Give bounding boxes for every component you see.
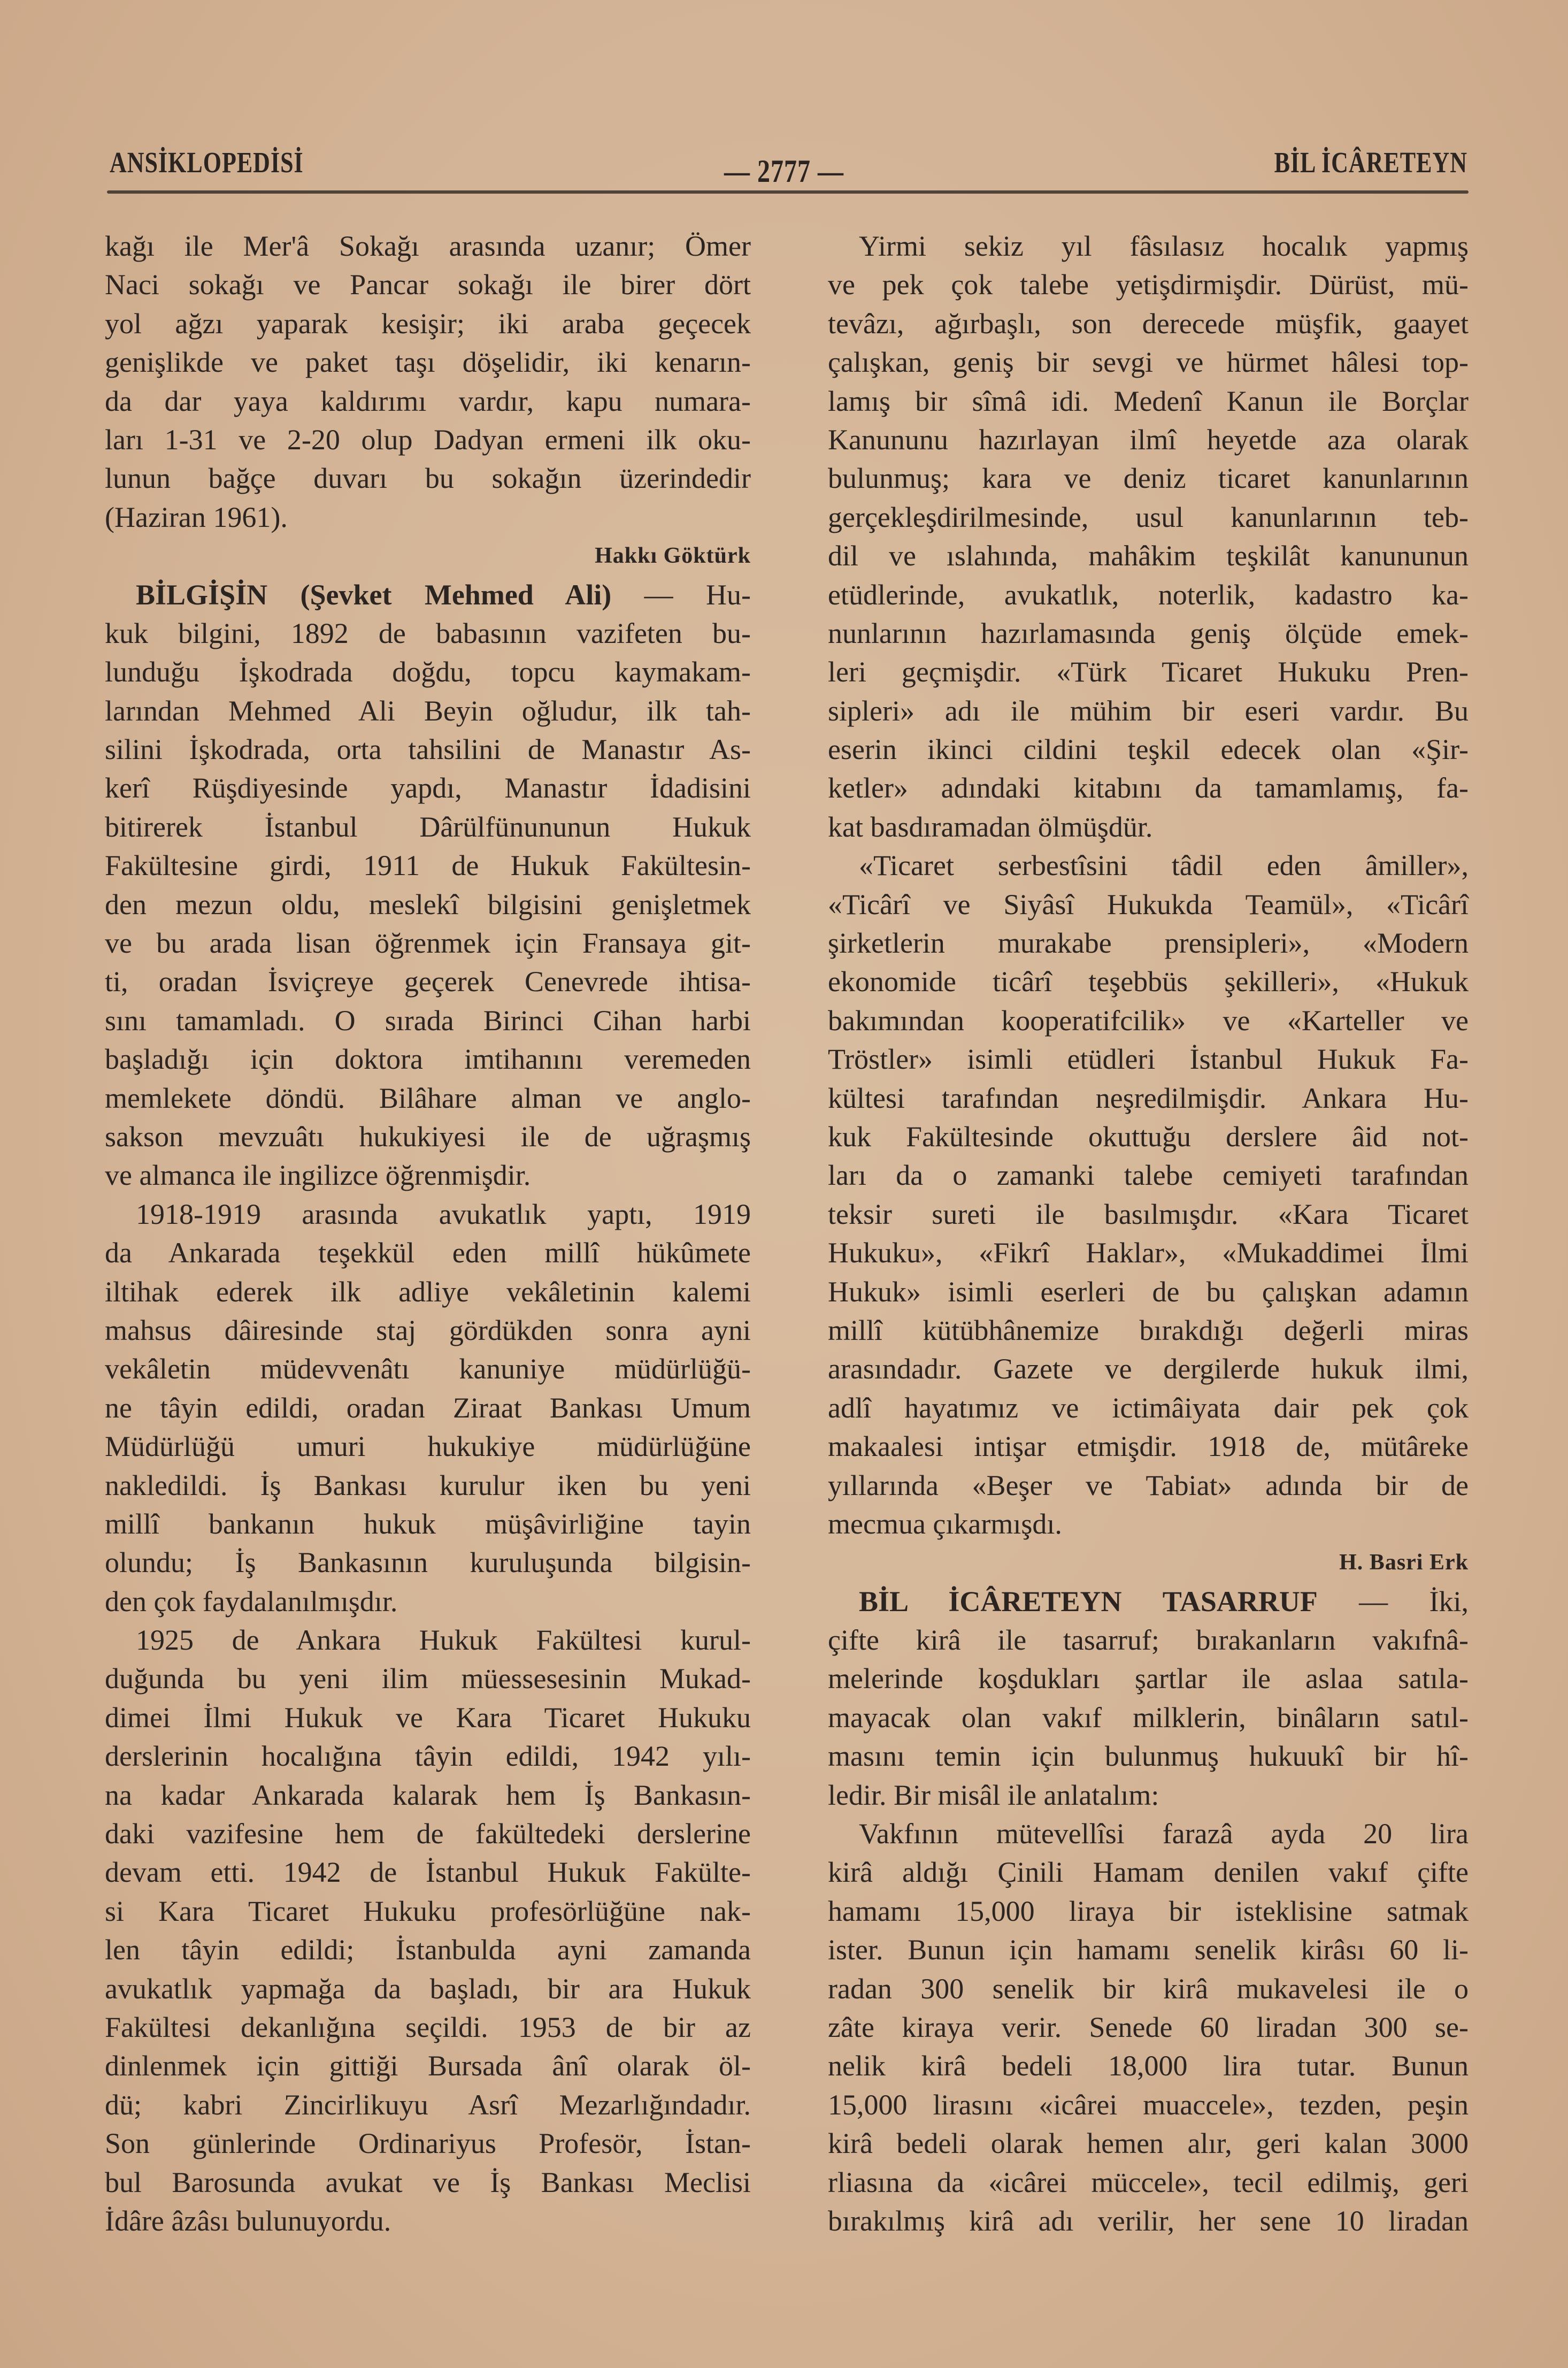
text-line: «Ticaret serbestîsini tâdil eden âmiller», xyxy=(859,849,1469,882)
text-line: nakledildi. İş Bankası kurulur iken bu yeni xyxy=(105,1469,751,1501)
text-line: Hukuku», «Fikrî Haklar», «Mukaddimei İlmi xyxy=(828,1237,1469,1269)
author-signature: H. Basri Erk xyxy=(1339,1550,1469,1575)
text-line: bitirerek İstanbul Dârülfünununun Hukuk xyxy=(105,810,751,843)
text-line: arasındadır. Gazete ve dergilerde hukuk ilmi, xyxy=(828,1353,1469,1385)
text-line: nelik kirâ bedeli 18,000 lira tutar. Bunun xyxy=(828,2050,1469,2082)
text-line: İdâre âzâsı bulunuyordu. xyxy=(105,2204,391,2237)
text-line: Hukuk» isimli eserleri de bu çalışkan adamın xyxy=(828,1275,1469,1308)
text-line: na kadar Ankarada kalarak hem İş Bankasın- xyxy=(105,1779,751,1811)
text-line: si Kara Ticaret Hukuku profesörlüğüne nak- xyxy=(105,1895,751,1927)
text-line: zâte kiraya verir. Senede 60 liradan 300 se- xyxy=(828,2011,1469,2043)
text-line: 1925 de Ankara Hukuk Fakültesi kurul- xyxy=(136,1624,751,1657)
text-line: Yirmi sekiz yıl fâsılasız hocalık yapmış xyxy=(859,230,1469,262)
text-line: radan 300 senelik bir kirâ mukavelesi ile o xyxy=(828,1972,1469,2005)
text-line: rliasına da «icârei müccele», tecil edilmiş, geri xyxy=(828,2166,1469,2198)
running-head-right: BİL İCÂRETEYN xyxy=(1274,146,1467,179)
entry-title-continuation: — Hu- xyxy=(611,578,751,611)
text-line: millî kütübhânemize bırakdığı değerli miras xyxy=(828,1314,1469,1346)
text-line: silini İşkodrada, orta tahsilini de Manastır As- xyxy=(105,733,751,766)
text-line: derslerinin hocalığına tâyin edildi, 1942 yılı- xyxy=(105,1740,751,1773)
text-line: kültesi tarafından neşredilmişdir. Ankara Hu- xyxy=(828,1082,1469,1114)
text-line: hamamı 15,000 liraya bir isteklisine satmak xyxy=(828,1895,1469,1927)
text-line: Tröstler» isimli etüdleri İstanbul Hukuk Fa- xyxy=(828,1043,1469,1076)
text-line: lunduğu İşkodrada doğdu, topcu kaymakam- xyxy=(105,656,751,688)
text-line: ledir. Bir misâl ile anlatalım: xyxy=(828,1779,1159,1811)
text-line: Fakültesi dekanlığına seçildi. 1953 de bir az xyxy=(105,2011,751,2043)
text-line: kerî Rüşdiyesinde yapdı, Manastır İdadisini xyxy=(105,772,751,804)
text-line: vekâletin müdevvenâtı kanuniye müdürlüğü- xyxy=(105,1353,751,1385)
text-line: memlekete döndü. Bilâhare alman ve anglo- xyxy=(105,1082,751,1114)
text-line: sipleri» adı ile mühim bir eseri vardır. Bu xyxy=(828,694,1469,727)
text-line: mahsus dâiresinde staj gördükden sonra ayni xyxy=(105,1314,751,1346)
text-line: ları da o zamanki talebe cemiyeti tarafından xyxy=(828,1159,1469,1192)
entry-title: BİLGİŞİN (Şevket Mehmed Ali) xyxy=(136,578,612,611)
author-signature: Hakkı Göktürk xyxy=(595,543,751,569)
text-line: da dar yaya kaldırımı vardır, kapu numara- xyxy=(105,385,751,417)
text-line: den çok faydalanılmışdır. xyxy=(105,1585,398,1618)
text-line: ne tâyin edildi, oradan Ziraat Bankası Umum xyxy=(105,1391,751,1424)
text-line: gerçekleşdirilmesinde, usul kanunlarının teb- xyxy=(828,501,1469,533)
left-column xyxy=(105,227,751,2240)
text-line: bulunmuş; kara ve deniz ticaret kanunlarının xyxy=(828,462,1469,495)
text-line: dinlenmek için gittiği Bursada ânî olarak öl- xyxy=(105,2050,751,2082)
text-line: sını tamamladı. O sırada Birinci Cihan harbi xyxy=(105,1004,751,1037)
text-line: şirketlerin murakabe prensipleri», «Modern xyxy=(828,927,1469,960)
text-line: ister. Bunun için hamamı senelik kirâsı 60 li- xyxy=(828,1934,1469,1966)
header-rule xyxy=(107,190,1469,194)
text-line: ları 1-31 ve 2-20 olup Dadyan ermeni ilk oku- xyxy=(105,423,751,456)
text-line: etüdlerinde, avukatlık, noterlik, kadastro ka- xyxy=(828,578,1469,611)
text-line: ve bu arada lisan öğrenmek için Fransaya git- xyxy=(105,927,751,960)
text-line: den mezun oldu, meslekî bilgisini genişletmek xyxy=(105,888,751,921)
text-line: nunlarının hazırlamasında geniş ölçüde emek- xyxy=(828,617,1469,649)
text-line: da Ankarada teşekkül eden millî hükûmete xyxy=(105,1237,751,1269)
entry-heading-line xyxy=(105,576,751,614)
text-line: tevâzı, ağırbaşlı, son derecede müşfik, gaayet xyxy=(828,307,1469,340)
text-line: sakson mevzuâtı hukukiyesi ile de uğraşmış xyxy=(105,1120,751,1153)
entry-title: BİL İCÂRETEYN TASARRUF xyxy=(859,1585,1318,1618)
text-line: avukatlık yapmağa da başladı, bir ara Hukuk xyxy=(105,1972,751,2005)
text-line: mecmua çıkarmışdı. xyxy=(828,1507,1062,1540)
text-line: makaalesi intişar etmişdir. 1918 de, mütâreke xyxy=(828,1430,1469,1463)
text-line: adlî hayatımız ve ictimâiyata dair pek çok xyxy=(828,1391,1469,1424)
text-line: başladığı için doktora imtihanını veremeden xyxy=(105,1043,751,1076)
text-line: devam etti. 1942 de İstanbul Hukuk Fakülte- xyxy=(105,1856,751,1889)
text-line: 15,000 lirasını «icârei muaccele», tezden, peşin xyxy=(828,2088,1469,2121)
text-line: bırakılmış kirâ adı verilir, her sene 10 liradan xyxy=(828,2204,1469,2237)
text-line: ti, oradan İsviçreye geçerek Cenevrede ihtisa- xyxy=(105,965,751,998)
text-line: bul Barosunda avukat ve İş Bankası Meclisi xyxy=(105,2166,751,2198)
text-line: kat basdıramadan ölmüşdür. xyxy=(828,810,1153,843)
text-line: melerinde koşdukları şartlar ile aslaa satıla- xyxy=(828,1662,1469,1695)
text-line: teksir sureti ile basılmışdır. «Kara Ticaret xyxy=(828,1198,1469,1230)
text-line: lunun bağçe duvarı bu sokağın üzerindedir xyxy=(105,462,751,495)
text-line: duğunda bu yeni ilim müessesesinin Mukad- xyxy=(105,1662,751,1695)
text-line: eserin ikinci cildini teşkil edecek olan «Şir- xyxy=(828,733,1469,766)
text-line: dil ve ıslahında, mahâkim teşkilât kanununun xyxy=(828,540,1469,572)
text-line: kuk Fakültesinde okuttuğu derslere âid not- xyxy=(828,1120,1469,1153)
text-line: (Haziran 1961). xyxy=(105,501,288,533)
text-line: genişlikde ve paket taşı döşelidir, iki kenarın- xyxy=(105,346,751,379)
text-line: larından Mehmed Ali Beyin oğludur, ilk tah- xyxy=(105,694,751,727)
text-line: Müdürlüğü umuri hukukiye müdürlüğüne xyxy=(105,1430,751,1463)
text-line: len tâyin edildi; İstanbulda ayni zamanda xyxy=(105,1934,751,1966)
text-line: Fakültesine girdi, 1911 de Hukuk Fakültesin- xyxy=(105,849,751,882)
text-line: ekonomide ticârî teşebbüs şekilleri», «Hukuk xyxy=(828,965,1469,998)
text-line: kirâ bedeli olarak hemen alır, geri kalan 3000 xyxy=(828,2127,1469,2160)
text-line: kirâ aldığı Çinili Hamam denilen vakıf çifte xyxy=(828,1856,1469,1889)
text-line: «Ticârî ve Siyâsî Hukukda Teamül», «Ticârî xyxy=(828,888,1469,921)
text-line: mayacak olan vakıf milklerin, binâların satıl- xyxy=(828,1701,1469,1734)
text-line: ve pek çok talebe yetişdirmişdir. Dürüst, mü- xyxy=(828,269,1469,301)
text-line: Vakfının mütevellîsi farazâ ayda 20 lira xyxy=(859,1818,1469,1850)
entry-title-continuation: — İki, xyxy=(1317,1585,1469,1618)
text-line: masını temin için bulunmuş hukuukî bir hî- xyxy=(828,1740,1469,1773)
entry-heading-line xyxy=(828,1582,1469,1621)
text-line: dü; kabri Zincirlikuyu Asrî Mezarlığındadır. xyxy=(105,2088,751,2121)
text-line: leri geçmişdir. «Türk Ticaret Hukuku Pren- xyxy=(828,656,1469,688)
page-number: — 2777 — xyxy=(724,154,844,189)
text-line: yıllarında «Beşer ve Tabiat» adında bir de xyxy=(828,1469,1469,1501)
text-line: yol ağzı yaparak kesişir; iki araba geçecek xyxy=(105,307,751,340)
text-line: Son günlerinde Ordinariyus Profesör, İstan- xyxy=(105,2127,751,2160)
text-line: dimei İlmi Hukuk ve Kara Ticaret Hukuku xyxy=(105,1701,751,1734)
text-line: iltihak ederek ilk adliye vekâletinin kalemi xyxy=(105,1275,751,1308)
right-column xyxy=(828,227,1469,2240)
text-line: Kanununu hazırlayan ilmî heyetde aza olarak xyxy=(828,423,1469,456)
text-line: çalışkan, geniş bir sevgi ve hürmet hâlesi top- xyxy=(828,346,1469,379)
text-line: ve almanca ile ingilizce öğrenmişdir. xyxy=(105,1159,531,1192)
text-line: daki vazifesine hem de fakültedeki derslerine xyxy=(105,1818,751,1850)
text-line: çifte kirâ ile tasarruf; bırakanların vakıfnâ- xyxy=(828,1624,1469,1657)
text-line: olundu; İş Bankasının kuruluşunda bilgisin- xyxy=(105,1546,751,1579)
text-line: ketler» adındaki kitabını da tamamlamış, fa- xyxy=(828,772,1469,804)
text-line: lamış bir sîmâ idi. Medenî Kanun ile Borçlar xyxy=(828,385,1469,417)
text-line: kuk bilgini, 1892 de babasının vazifeten bu- xyxy=(105,617,751,649)
running-head-left: ANSİKLOPEDİSİ xyxy=(110,146,304,179)
text-line: millî bankanın hukuk müşâvirliğine tayin xyxy=(105,1507,751,1540)
text-line: kağı ile Mer'â Sokağı arasında uzanır; Ömer xyxy=(105,230,751,262)
text-line: 1918-1919 arasında avukatlık yaptı, 1919 xyxy=(136,1198,751,1230)
text-line: bakımından kooperatifcilik» ve «Karteller ve xyxy=(828,1004,1469,1037)
text-line: Naci sokağı ve Pancar sokağı ile birer dört xyxy=(105,269,751,301)
